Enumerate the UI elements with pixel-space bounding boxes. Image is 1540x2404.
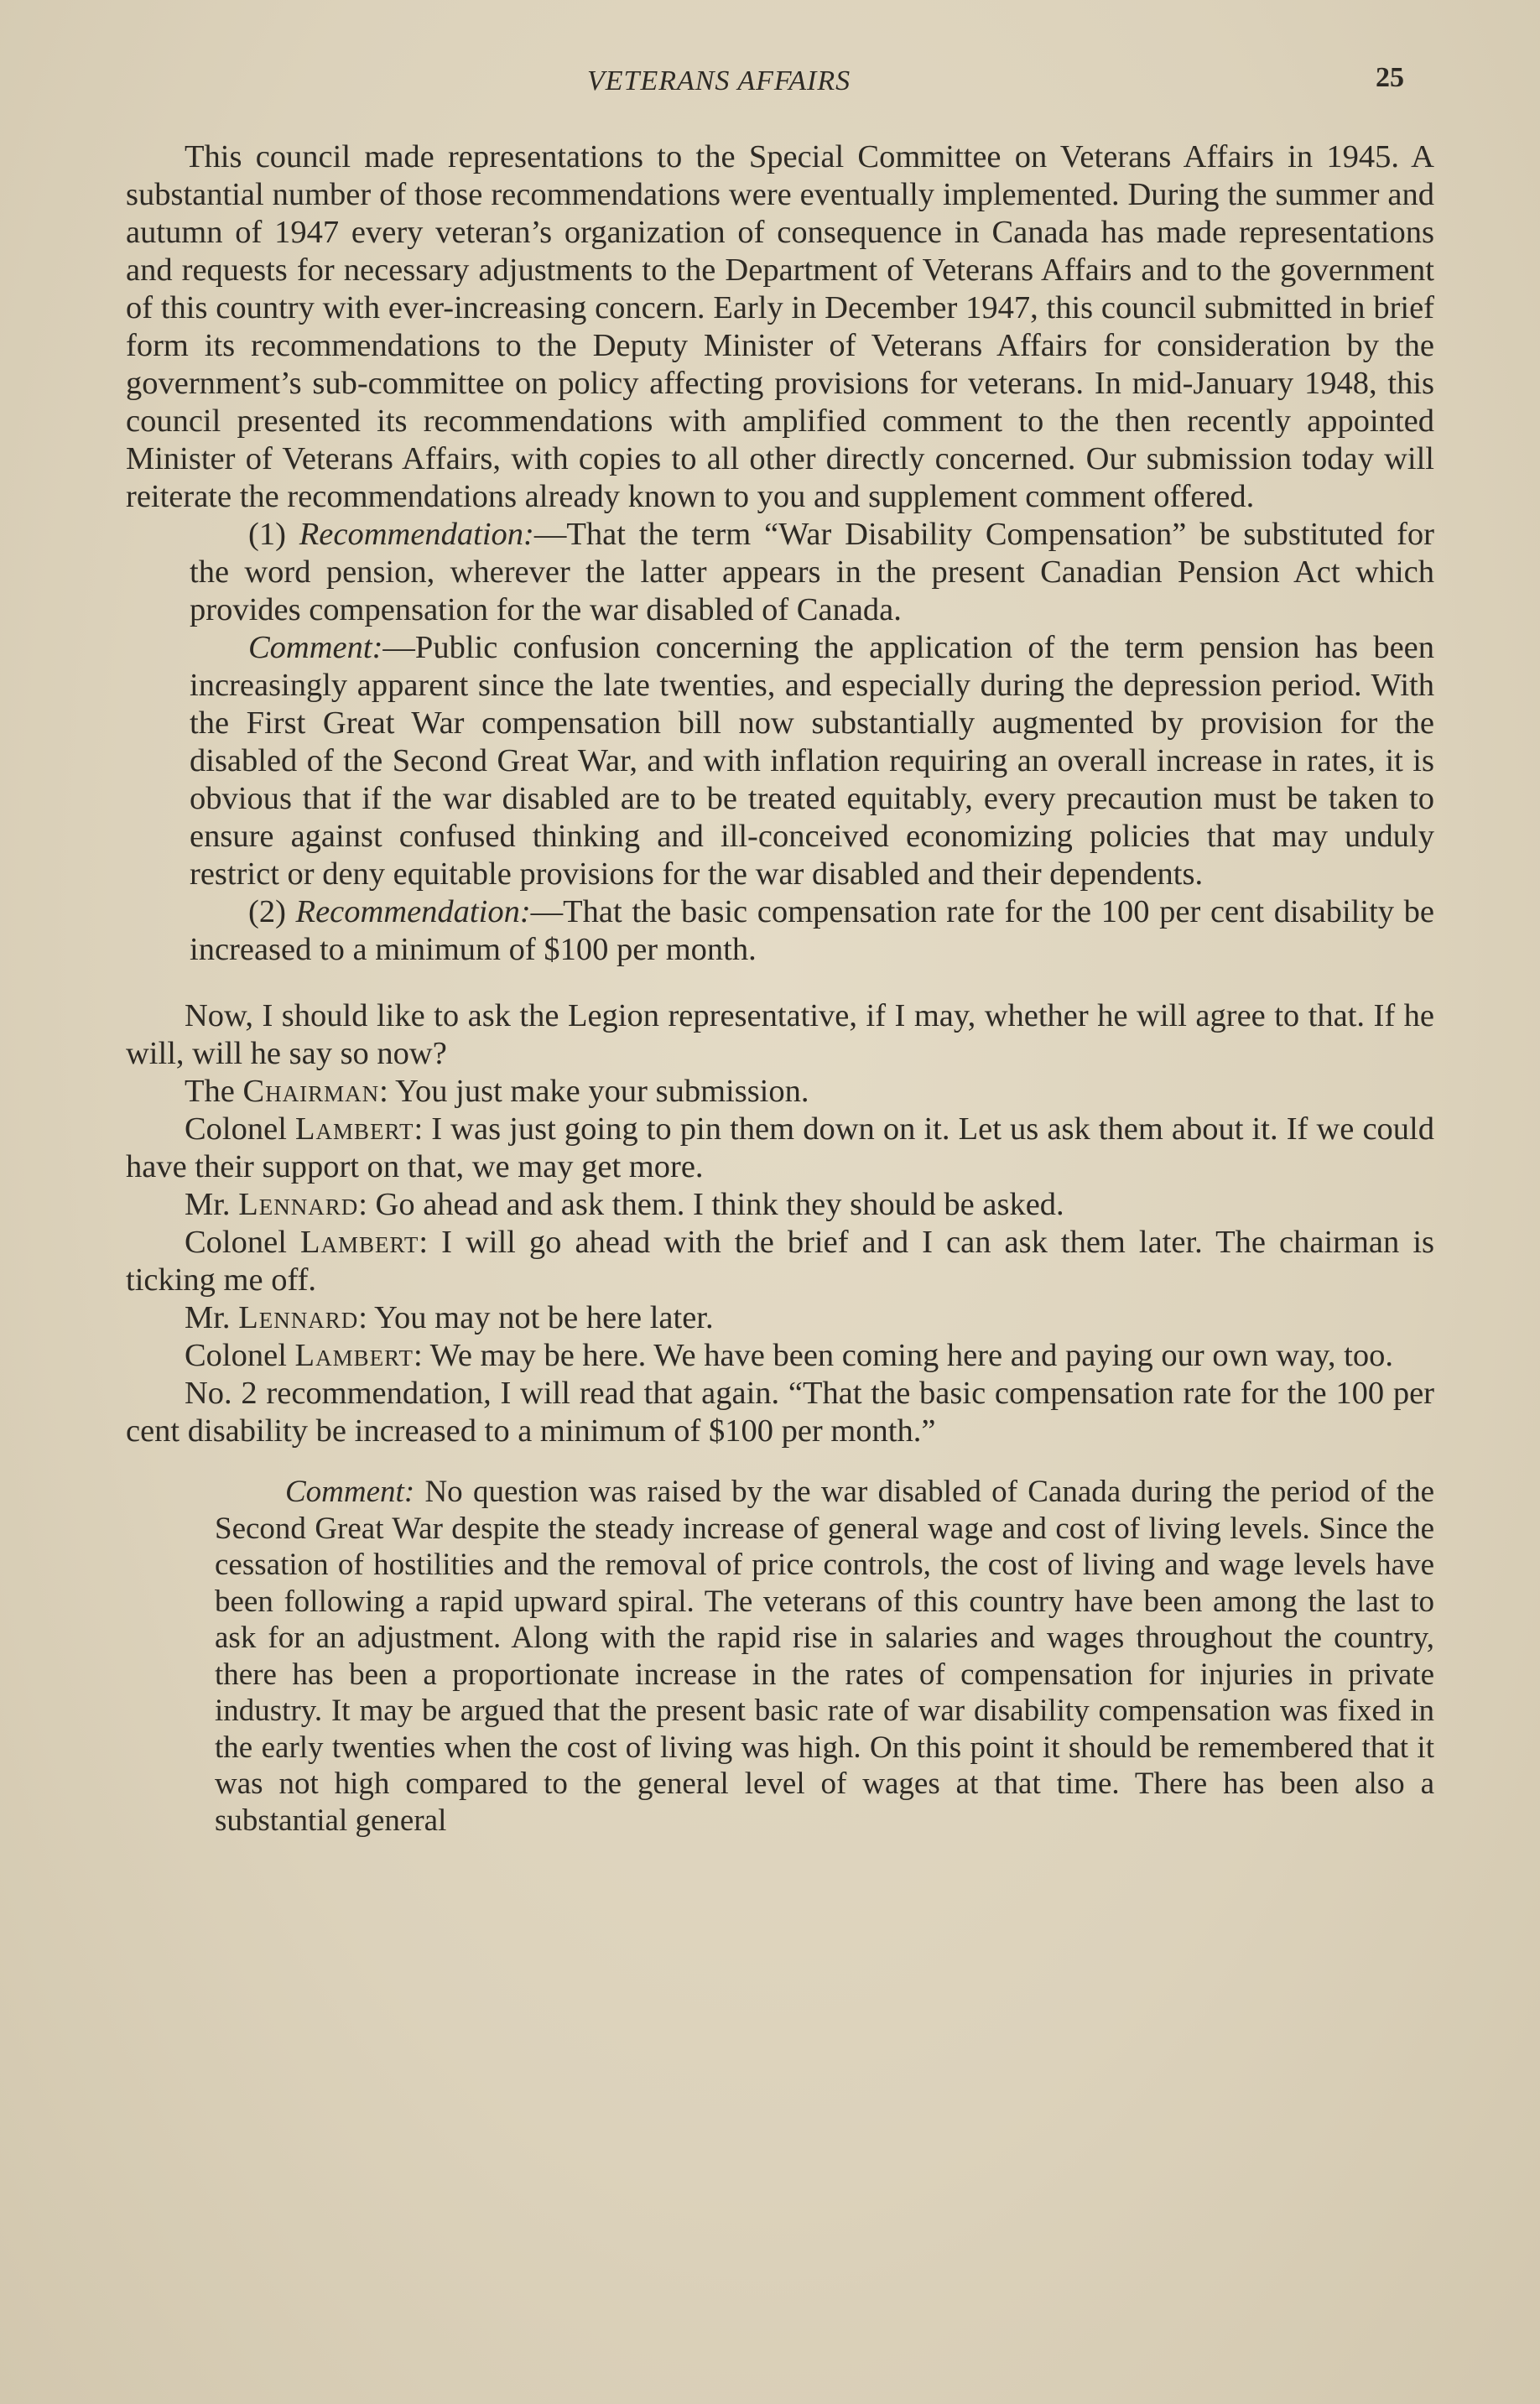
speaker-prefix: The bbox=[185, 1074, 243, 1109]
speaker-prefix: Colonel bbox=[185, 1338, 295, 1373]
dialogue-line bbox=[126, 1186, 1434, 1224]
speaker-prefix: Mr. bbox=[185, 1187, 239, 1222]
recommendation-1-label: Recommendation: bbox=[299, 517, 534, 552]
recommendation-1-number: (1) bbox=[248, 517, 286, 552]
dialogue-line bbox=[126, 1299, 1434, 1337]
reread-paragraph: No. 2 recommendation, I will read that again. “That the basic compensation rate for the 100 per cent disability be increased to a minimum of $100 per month.” bbox=[126, 1376, 1434, 1449]
page-number: 25 bbox=[1376, 62, 1404, 93]
recommendation-1-text: —That the term “War Disability Compensation” be substituted for the word pension, wherever the latter appears in the present Canadian Pension Act which provides compensation for the war disabled of Canada. bbox=[190, 517, 1434, 627]
dialogue-text: : I was just going to pin them down on it. Let us ask them about it. If we could have their support on that, we may get more. bbox=[126, 1111, 1434, 1184]
comment-1-label: Comment: bbox=[248, 630, 383, 665]
running-header bbox=[0, 62, 1540, 107]
recommendation-2-text: —That the basic compensation rate for the 100 per cent disability be increased to a minimum of $100 per month. bbox=[190, 894, 1434, 967]
recommendation-2-number: (2) bbox=[248, 894, 286, 929]
speaker-name: Lambert bbox=[299, 1225, 419, 1260]
dialogue-text: : I will go ahead with the brief and I can ask them later. The chairman is ticking me off. bbox=[126, 1225, 1434, 1298]
dialogue-text: : Go ahead and ask them. I think they should be asked. bbox=[358, 1187, 1064, 1222]
speaker-prefix: Colonel bbox=[185, 1111, 296, 1147]
comment-2-label: Comment: bbox=[285, 1475, 415, 1509]
dialogue-text: : You may not be here later. bbox=[358, 1300, 714, 1335]
comment-2-text: No question was raised by the war disabled of Canada during the period of the Second Great War despite the steady increase of general wage and cost of living levels. Since the cessation of hostilities and the removal of price controls, the cost of living and wage levels have been following a rapid upward spiral. The veterans of this country have been among the last to ask for an adjustment. Along with the rapid rise in salaries and wages throughout the country, there has been a proportionate increase in the rates of compensation for injuries in private industry. It may be argued that the present basic rate of war disability compensation was fixed in the early twenties when the cost of living was high. On this point it should be remembered that it was not high compared to the general level of wages at that time. There has been also a substantial general bbox=[215, 1475, 1434, 1838]
recommendation-1 bbox=[190, 516, 1434, 629]
dialogue-line bbox=[126, 1073, 1434, 1111]
dialogue-line bbox=[126, 1224, 1434, 1299]
dialogue-line bbox=[126, 1111, 1434, 1186]
comment-2 bbox=[215, 1474, 1434, 1839]
dialogue-text: : We may be here. We have been coming here and paying our own way, too. bbox=[413, 1338, 1393, 1373]
running-title: VETERANS AFFAIRS bbox=[587, 65, 851, 96]
speaker-name: Lambert bbox=[295, 1111, 414, 1147]
ask-paragraph: Now, I should like to ask the Legion representative, if I may, whether he will agree to that. If he will, will he say so now? bbox=[126, 998, 1434, 1071]
speaker-name: Lennard bbox=[238, 1187, 359, 1222]
intro-paragraph: This council made representations to the Special Committee on Veterans Affairs in 1945. A substantial number of those recommendations were eventually implemented. During the summer and autumn of 1947 every veteran’s organization of consequence in Canada has made representations and requests for necessary adjustments to the Department of Veterans Affairs and to the government of this country with ever-increasing concern. Early in December 1947, this council submitted in brief form its recommendations to the Deputy Minister of Veterans Affairs for consideration by the government’s sub-committee on policy affecting provisions for veterans. In mid-January 1948, this council presented its recommendations with amplified comment to the then recently appointed Minister of Veterans Affairs, with copies to all other directly concerned. Our submission today will reiterate the recommendations already known to you and supplement comment offered. bbox=[126, 139, 1434, 514]
recommendation-2-label: Recommendation: bbox=[295, 894, 531, 929]
body-text bbox=[126, 138, 1434, 1839]
speaker-name: Lennard bbox=[238, 1300, 359, 1335]
recommendation-2 bbox=[190, 893, 1434, 969]
speaker-prefix: Mr. bbox=[185, 1300, 239, 1335]
comment-1-text: —Public confusion concerning the application of the term pension has been increasingly apparent since the late twenties, and especially during the depression period. With the First Great War compensation bill now substantially augmented by provision for the disabled of the Second Great War, and with inflation requiring an overall increase in rates, it is obvious that if the war disabled are to be treated equitably, every precaution must be taken to ensure against confused thinking and ill-conceived economizing policies that may unduly restrict or deny equitable provisions for the war disabled and their dependents. bbox=[190, 630, 1434, 892]
dialogue-line bbox=[126, 1337, 1434, 1375]
speaker-prefix: Colonel bbox=[185, 1225, 300, 1260]
speaker-name: Chairman bbox=[242, 1074, 380, 1109]
speaker-name: Lambert bbox=[294, 1338, 414, 1373]
comment-1 bbox=[190, 629, 1434, 893]
dialogue-text: : You just make your submission. bbox=[379, 1074, 809, 1109]
